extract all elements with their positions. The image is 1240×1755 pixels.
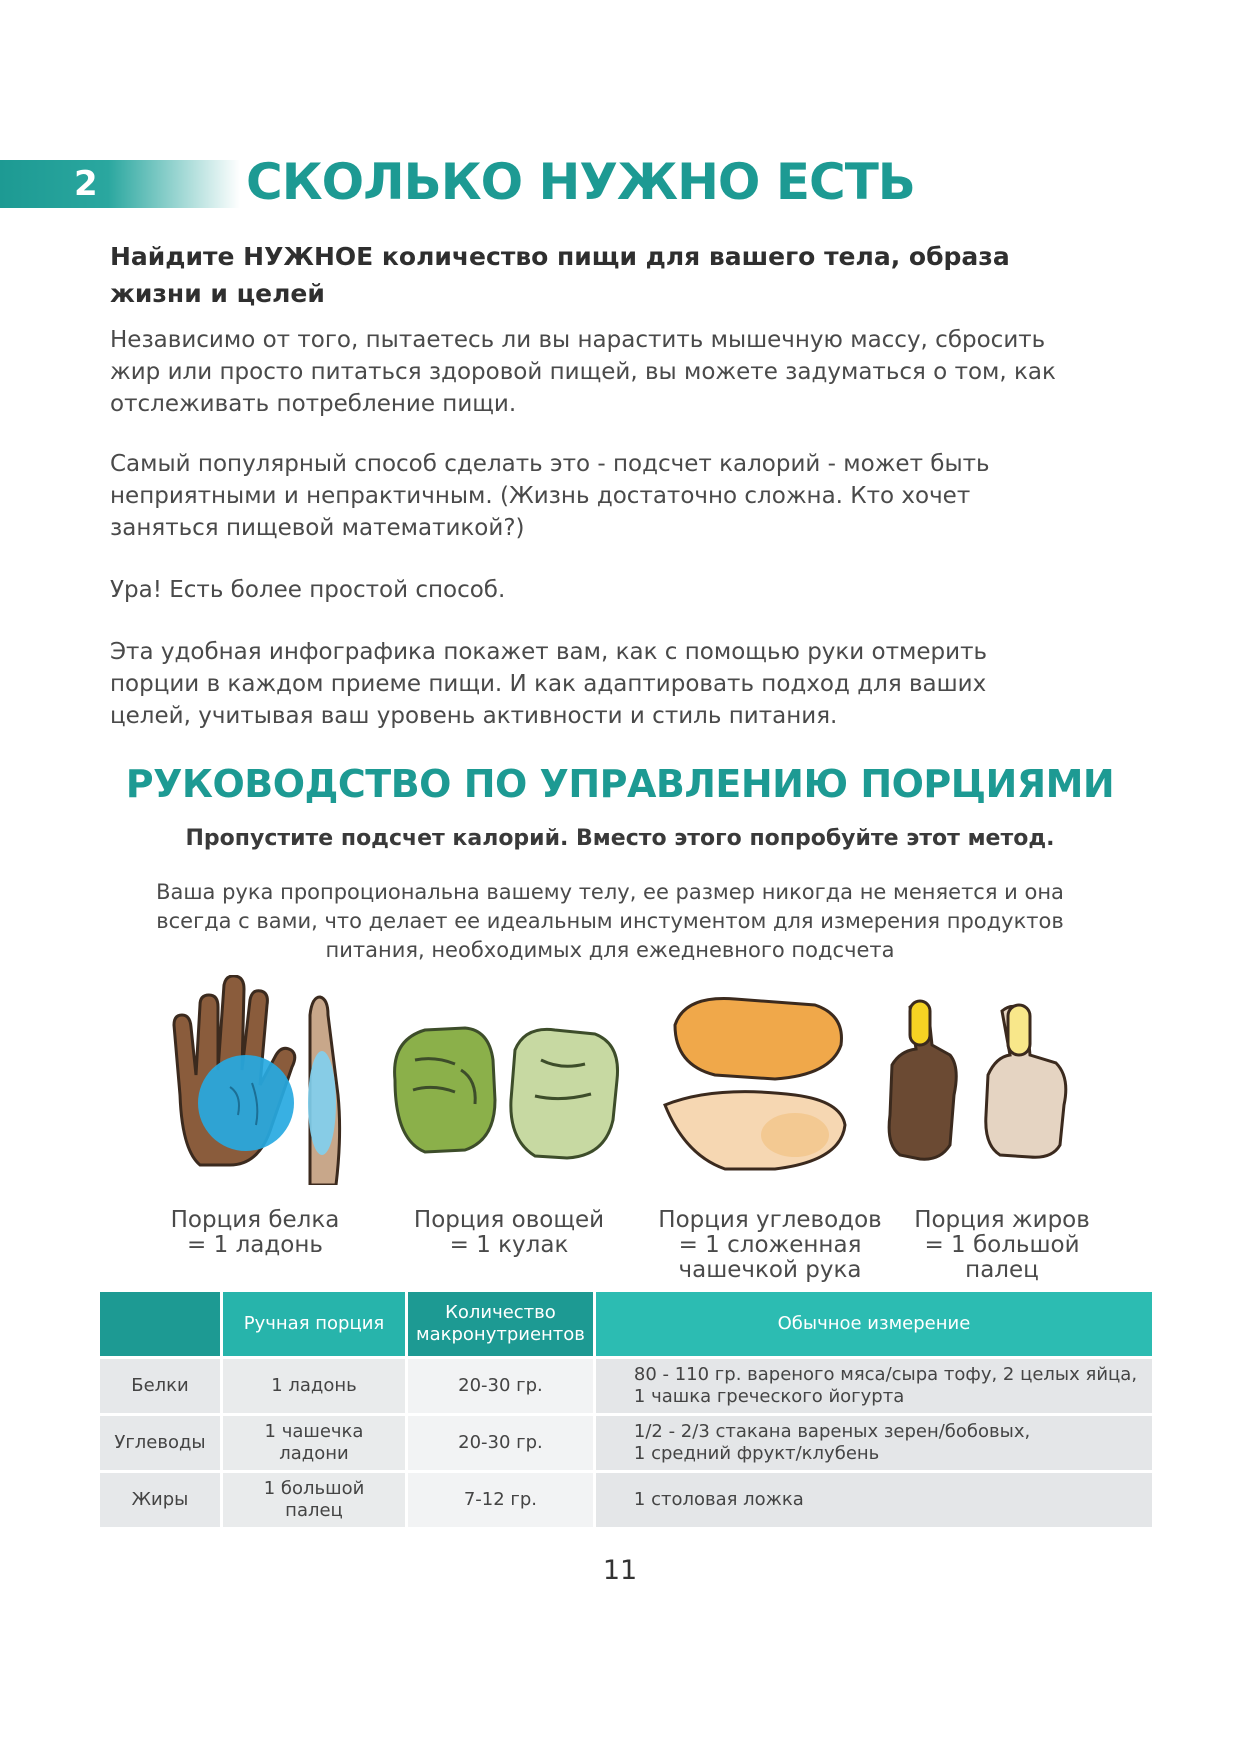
table-header-row: [100, 1292, 1152, 1358]
caption-line: = 1 кулак: [449, 1232, 569, 1258]
measure-line: 1 столовая ложка: [633, 1489, 804, 1510]
intro-paragraph: Независимо от того, пытаетесь ли вы нарастить мышечную массу, сбросить жир или просто питаться здоровой пищей, вы можете задуматься о том, как отслеживать потребление пищи.: [110, 327, 1056, 417]
measure-line: 80 - 110 гр. вареного мяса/сыра тофу, 2 целых яйца,: [633, 1364, 1138, 1385]
intro-paragraph: Ура! Есть более простой способ.: [110, 577, 506, 603]
chapter-number: 2: [74, 164, 98, 204]
thumb-icon: [880, 995, 1080, 1165]
table-cell: Жиры: [100, 1472, 222, 1528]
section-subtitle: Пропустите подсчет калорий. Вместо этого попробуйте этот метод.: [185, 826, 1055, 851]
cupped-hand-icon: [655, 985, 855, 1185]
hand-caption-vegetables: [393, 1208, 625, 1258]
table-cell: 1 ладонь: [222, 1358, 407, 1415]
intro-paragraph: Самый популярный способ сделать это - подсчет калорий - может быть неприятными и непрактичным. (Жизнь достаточно сложна. Кто хочет заняться пищевой математикой?): [110, 451, 990, 541]
intro-heading: Найдите НУЖНОЕ количество пищи для вашего тела, образа жизни и целей: [110, 242, 1010, 308]
table-cell: 20-30 гр.: [407, 1358, 595, 1415]
table-cell: 1 чашечка ладони: [222, 1415, 407, 1472]
hand-caption-fats: [900, 1208, 1104, 1283]
measure-line: 1 средний фрукт/клубень: [633, 1443, 880, 1464]
measure-line: 1/2 - 2/3 стакана вареных зерен/бобовых,: [633, 1421, 1031, 1442]
table-cell: [594, 1415, 1152, 1472]
caption-line: Порция белка: [170, 1207, 340, 1233]
caption-line: = 1 ладонь: [187, 1232, 323, 1258]
caption-line: палец: [965, 1257, 1039, 1283]
hand-caption-carbs: [648, 1208, 892, 1283]
table-row: [100, 1472, 1152, 1528]
fist-icon: [385, 1020, 625, 1170]
table-header-amount: Количество макронутриентов: [407, 1292, 595, 1358]
section-description: Ваша рука пропроциональна вашему телу, ее размер никогда не меняется и она всегда с вами, что делает ее идеальным инстументом для измерения продуктов питания, необходимых для ежедневного подсчета: [156, 880, 1064, 962]
caption-line: = 1 большой: [924, 1232, 1080, 1258]
hand-caption-protein: [140, 1208, 370, 1258]
section-title: РУКОВОДСТВО ПО УПРАВЛЕНИЮ ПОРЦИЯМИ: [125, 762, 1115, 806]
caption-line: чашечкой рука: [678, 1257, 862, 1283]
table-row: [100, 1415, 1152, 1472]
caption-line: Порция жиров: [914, 1207, 1090, 1233]
macro-table: [100, 1292, 1152, 1527]
page-title: СКОЛЬКО НУЖНО ЕСТЬ: [246, 153, 915, 211]
table-cell: [594, 1358, 1152, 1415]
table-cell: 7-12 гр.: [407, 1472, 595, 1528]
caption-line: = 1 сложенная: [678, 1232, 862, 1258]
measure-line: 1 чашка греческого йогурта: [633, 1386, 905, 1407]
table-cell: Углеводы: [100, 1415, 222, 1472]
table-header-portion: Ручная порция: [222, 1292, 407, 1358]
caption-line: Порция овощей: [413, 1207, 605, 1233]
table-header-empty: [100, 1292, 222, 1358]
page-number: 11: [602, 1555, 638, 1586]
chapter-bar: [0, 160, 240, 208]
intro-paragraph: Эта удобная инфографика покажет вам, как с помощью руки отмерить порции в каждом приеме пищи. И как адаптировать подход для ваших целей, учитывая ваш уровень активности и стиль питания.: [110, 639, 988, 729]
table-header-measure: Обычное измерение: [594, 1292, 1152, 1358]
table-row: [100, 1358, 1152, 1415]
table-cell: 20-30 гр.: [407, 1415, 595, 1472]
table-cell: Белки: [100, 1358, 222, 1415]
table-cell: [594, 1472, 1152, 1528]
table-cell: 1 большой палец: [222, 1472, 407, 1528]
caption-line: Порция углеводов: [658, 1207, 882, 1233]
palm-icon: [160, 975, 360, 1185]
